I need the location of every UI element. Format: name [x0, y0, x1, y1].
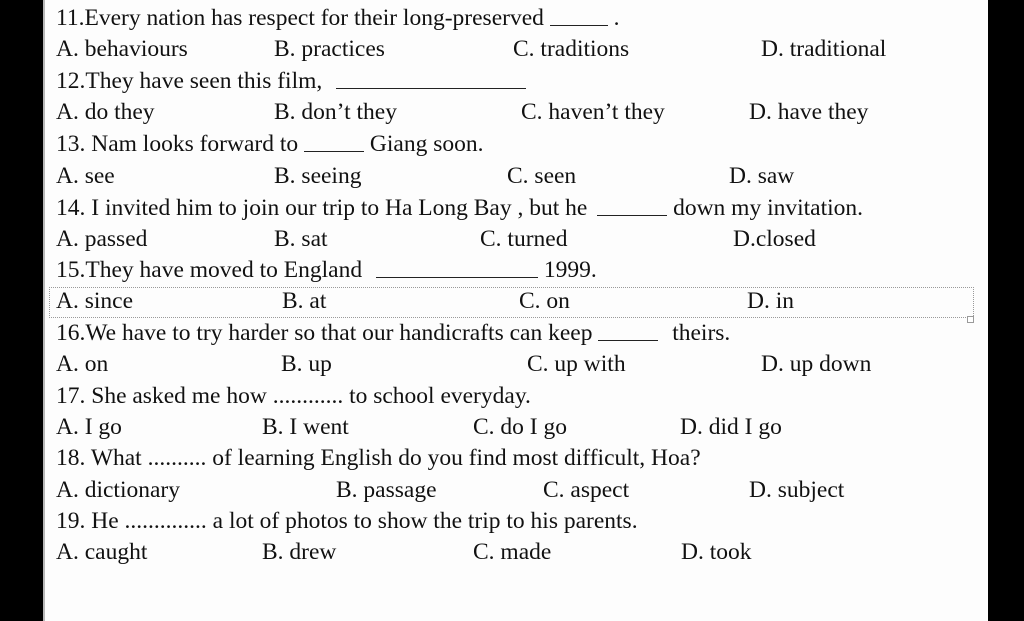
- question-12: [56, 68, 526, 94]
- question-12-text: 12.They have seen this film,: [56, 68, 329, 94]
- question-18-option-a[interactable]: A. dictionary: [56, 477, 180, 503]
- question-15-text: 15.They have moved to England: [56, 257, 368, 283]
- question-15-option-a[interactable]: A. since: [56, 288, 134, 314]
- question-13-text: 13. Nam looks forward to: [56, 131, 305, 157]
- question-16-text-end: theirs.: [666, 320, 731, 346]
- question-19: [56, 508, 638, 534]
- question-17-option-c[interactable]: C. do I go: [473, 414, 567, 440]
- question-13-option-b[interactable]: B. seeing: [274, 163, 362, 189]
- question-18: [56, 445, 701, 471]
- question-15: [56, 257, 597, 283]
- question-17-text: 17. She asked me how: [56, 383, 273, 409]
- answer-blank: [597, 215, 667, 216]
- question-13-option-c[interactable]: C. seen: [507, 163, 577, 189]
- question-18-option-b[interactable]: B. passage: [336, 477, 437, 503]
- question-11-option-c[interactable]: C. traditions: [513, 36, 630, 62]
- question-12-option-d[interactable]: D. have they: [749, 99, 869, 125]
- question-14-text-end: down my invitation.: [667, 195, 864, 221]
- question-17-option-d[interactable]: D. did I go: [680, 414, 782, 440]
- answer-blank: [304, 151, 364, 152]
- table-row-border: [49, 287, 974, 318]
- answer-dots: ..........: [147, 445, 207, 471]
- question-15-option-b[interactable]: B. at: [282, 288, 327, 314]
- question-14-text: 14. I invited him to join our trip to Ha Long Bay , but he: [56, 195, 594, 221]
- question-13: [56, 131, 483, 157]
- worksheet-page: [43, 0, 988, 621]
- question-17: [56, 383, 531, 409]
- question-16: [56, 320, 730, 346]
- question-18-option-c[interactable]: C. aspect: [543, 477, 630, 503]
- question-11: [56, 5, 620, 31]
- question-12-option-a[interactable]: A. do they: [56, 99, 155, 125]
- question-11-option-b[interactable]: B. practices: [274, 36, 385, 62]
- answer-dots: ............: [272, 383, 344, 409]
- question-11-text-end: .: [607, 5, 620, 31]
- question-15-option-c[interactable]: C. on: [519, 288, 570, 314]
- question-17-option-b[interactable]: B. I went: [262, 414, 349, 440]
- question-18-text-end: of learning English do you find most difficult, Hoa?: [206, 445, 701, 471]
- question-19-option-d[interactable]: D. took: [681, 539, 752, 565]
- question-17-text-end: to school everyday.: [343, 383, 531, 409]
- answer-blank: [598, 340, 658, 341]
- question-11-option-d[interactable]: D. traditional: [761, 36, 887, 62]
- question-14-option-c[interactable]: C. turned: [480, 226, 568, 252]
- question-19-text-end: a lot of photos to show the trip to his parents.: [206, 508, 638, 534]
- answer-blank: [376, 277, 538, 278]
- question-16-option-b[interactable]: B. up: [281, 351, 332, 377]
- question-12-option-c[interactable]: C. haven’t they: [521, 99, 665, 125]
- question-16-option-c[interactable]: C. up with: [527, 351, 626, 377]
- question-13-option-d[interactable]: D. saw: [729, 163, 795, 189]
- answer-dots: ..............: [124, 508, 207, 534]
- answer-blank: [550, 25, 608, 26]
- question-18-option-d[interactable]: D. subject: [749, 477, 845, 503]
- question-19-text: 19. He: [56, 508, 125, 534]
- question-15-text-end: 1999.: [537, 257, 597, 283]
- question-14-option-a[interactable]: A. passed: [56, 226, 148, 252]
- question-11-text: 11.Every nation has respect for their long-preserved: [56, 5, 550, 31]
- question-12-option-b[interactable]: B. don’t they: [274, 99, 397, 125]
- table-resize-handle[interactable]: [967, 316, 974, 323]
- question-19-option-a[interactable]: A. caught: [56, 539, 148, 565]
- question-17-option-a[interactable]: A. I go: [56, 414, 122, 440]
- question-15-option-d[interactable]: D. in: [747, 288, 794, 314]
- question-14-option-b[interactable]: B. sat: [274, 226, 328, 252]
- question-19-option-c[interactable]: C. made: [473, 539, 552, 565]
- question-18-text: 18. What: [56, 445, 148, 471]
- question-14-option-d[interactable]: D.closed: [733, 226, 816, 252]
- question-13-option-a[interactable]: A. see: [56, 163, 115, 189]
- answer-blank: [336, 88, 526, 89]
- question-16-text: 16.We have to try harder so that our handicrafts can keep: [56, 320, 599, 346]
- question-13-text-end: Giang soon.: [364, 131, 484, 157]
- question-11-option-a[interactable]: A. behaviours: [56, 36, 188, 62]
- question-16-option-d[interactable]: D. up down: [761, 351, 872, 377]
- question-19-option-b[interactable]: B. drew: [262, 539, 337, 565]
- question-16-option-a[interactable]: A. on: [56, 351, 109, 377]
- question-14: [56, 195, 863, 221]
